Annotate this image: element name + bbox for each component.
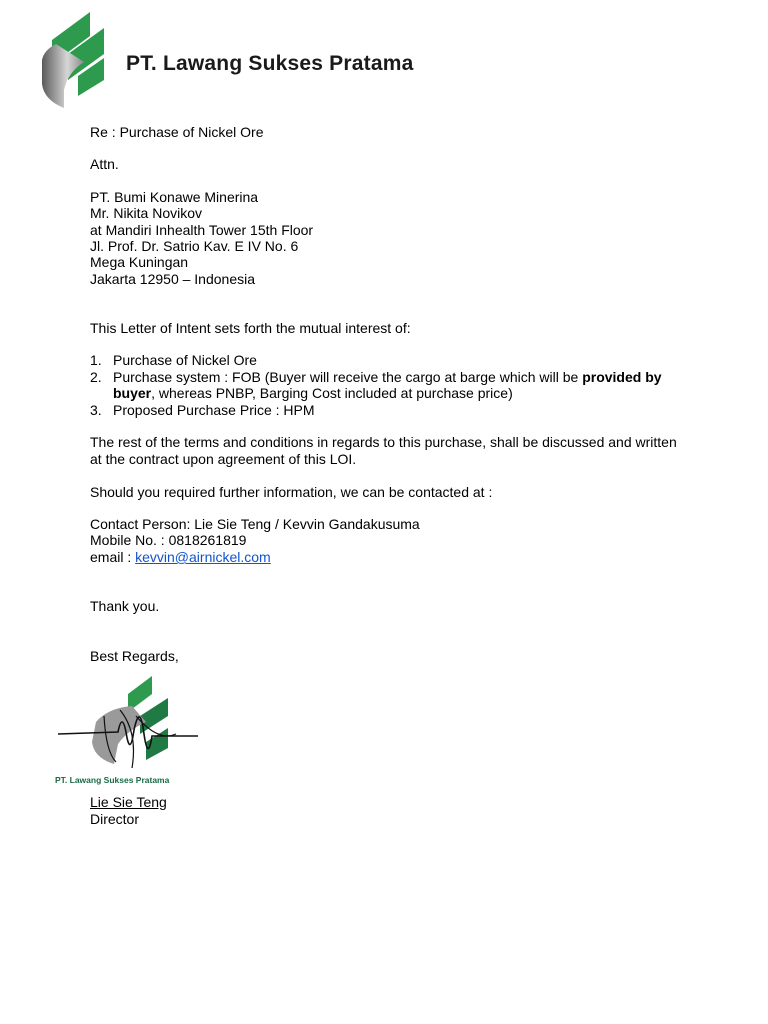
- recipient-line: PT. Bumi Konawe Minerina: [90, 189, 259, 205]
- list-number: 2.: [90, 368, 102, 385]
- email-link[interactable]: kevvin@airnickel.com: [135, 549, 271, 565]
- interest-list: [90, 352, 670, 418]
- recipient-line: Jl. Prof. Dr. Satrio Kav. E IV No. 6: [90, 238, 299, 254]
- stacked-leaf-logo-icon: [38, 10, 108, 110]
- list-number: 3.: [90, 401, 102, 418]
- further-info-paragraph: Should you required further information, we can be contacted at :: [90, 484, 493, 500]
- recipient-line: Jakarta 12950 – Indonesia: [90, 271, 256, 287]
- list-item: [90, 369, 670, 402]
- recipient-line: Mr. Nikita Novikov: [90, 205, 203, 221]
- list-number: 1.: [90, 352, 102, 368]
- contact-email-line: [90, 549, 271, 565]
- list-text: , whereas PNBP, Barging Cost included at purchase price): [151, 385, 513, 401]
- closing-line: Best Regards,: [90, 648, 179, 664]
- subject-line: Re : Purchase of Nickel Ore: [90, 124, 264, 140]
- terms-paragraph: The rest of the terms and conditions in regards to this purchase, shall be discussed and written at the contract upon agreement of this LOI.: [90, 434, 677, 467]
- contact-mobile: Mobile No. : 0818261819: [90, 532, 247, 548]
- list-text: Purchase system : FOB (Buyer will receive the cargo at barge which will be: [113, 368, 583, 385]
- list-text: Purchase of Nickel Ore: [113, 352, 257, 368]
- email-label: email :: [90, 549, 136, 565]
- list-item: [90, 352, 670, 369]
- signatory-title: Director: [90, 811, 140, 827]
- company-name: PT. Lawang Sukses Pratama: [126, 52, 414, 75]
- company-stamp-with-signature: [48, 672, 208, 790]
- recipient-line: Mega Kuningan: [90, 254, 189, 270]
- intro-paragraph: This Letter of Intent sets forth the mutual interest of:: [90, 320, 411, 336]
- thanks-line: Thank you.: [90, 598, 160, 614]
- stamp-text: PT. Lawang Sukses Pratama: [55, 775, 170, 785]
- attn-line: Attn.: [90, 156, 119, 172]
- signatory-name: Lie Sie Teng: [90, 794, 167, 810]
- contact-person: Contact Person: Lie Sie Teng / Kevvin Gandakusuma: [90, 516, 420, 532]
- list-item: [90, 402, 670, 419]
- list-text-bold: provided by buyer: [113, 368, 662, 401]
- list-text: Proposed Purchase Price : HPM: [113, 401, 315, 418]
- recipient-line: at Mandiri Inhealth Tower 15th Floor: [90, 222, 314, 238]
